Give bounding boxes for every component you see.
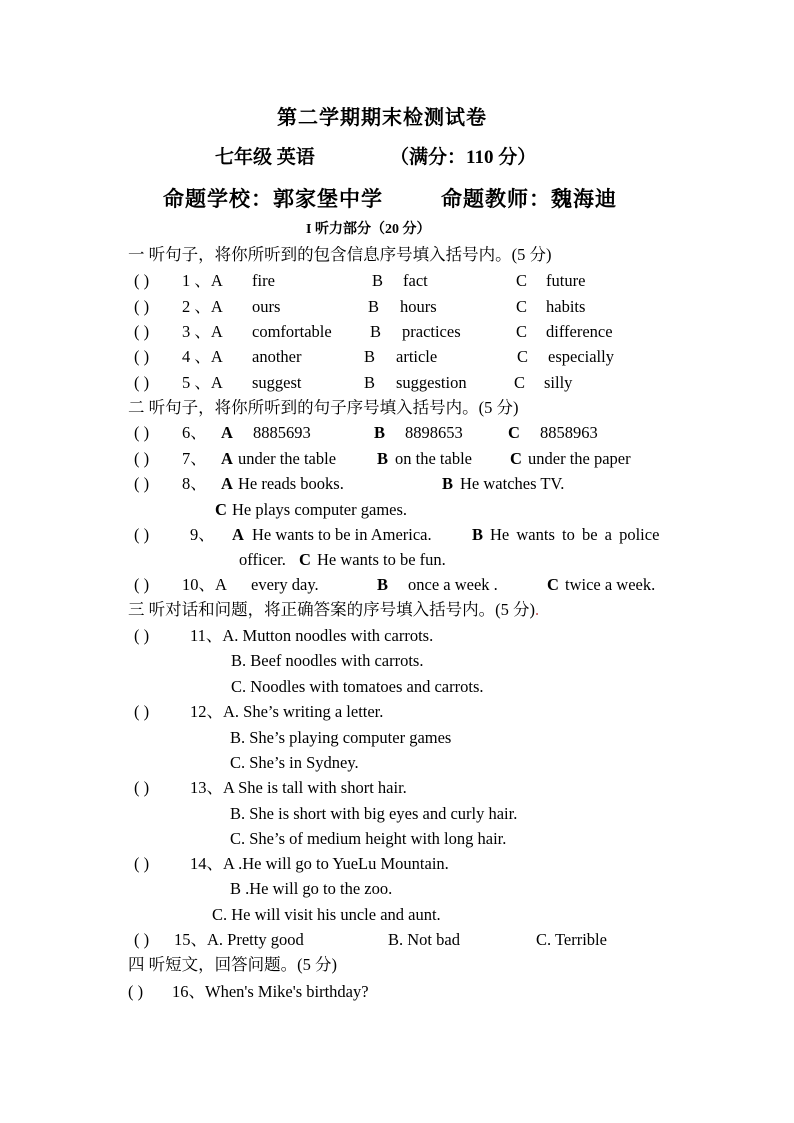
option-c-letter: C	[547, 575, 559, 594]
option-a-letter: A	[221, 423, 233, 442]
option-c-letter: C	[517, 347, 529, 366]
option-a-letter: A	[221, 474, 233, 493]
question-stem: 12、A. She’s writing a letter.	[190, 702, 384, 721]
answer-bracket[interactable]: ( )	[134, 474, 150, 493]
option-a-text: ours	[252, 297, 281, 316]
question-stem: 13、A She is tall with short hair.	[190, 778, 407, 797]
full-score: （满分：110 分）	[390, 147, 537, 168]
option-a-text: fire	[252, 271, 275, 290]
section-title-listening: I 听力部分（20 分）	[306, 222, 431, 237]
question-number: 8、	[182, 474, 207, 493]
option-b-letter: B	[368, 297, 380, 316]
option-b-letter: B	[374, 423, 386, 442]
option-c-text: silly	[544, 373, 573, 392]
option-b-letter: B	[442, 474, 454, 493]
question-stem: 14、A .He will go to YueLu Mountain.	[190, 854, 449, 873]
option-b-text: fact	[403, 271, 428, 290]
question-stem: 15、A. Pretty good	[174, 930, 304, 949]
answer-bracket[interactable]: ( )	[134, 423, 150, 442]
option-c-text: He plays computer games.	[232, 500, 408, 519]
question-stem: 16、When's Mike's birthday?	[172, 982, 369, 1001]
option-c: C. She’s in Sydney.	[230, 753, 359, 772]
question-number: 6、	[182, 423, 207, 442]
option-c: C. She’s of medium height with long hair.	[230, 829, 507, 848]
option-c-text: especially	[548, 347, 614, 366]
exam-title: 第二学期期末检测试卷	[277, 107, 487, 129]
option-b-letter: B	[377, 575, 389, 594]
question-number: 10、A	[182, 575, 227, 594]
option-b-text: He wants to be a police	[490, 525, 660, 544]
answer-bracket[interactable]: ( )	[134, 449, 150, 468]
option-b-letter: B	[364, 347, 376, 366]
option-a-text: every day.	[251, 575, 319, 594]
option-a-text: under the table	[238, 449, 337, 468]
option-b-text: 8898653	[405, 423, 463, 442]
option-c-letter: C	[516, 271, 528, 290]
option-c: C. He will visit his uncle and aunt.	[212, 905, 441, 924]
option-c-letter: C	[510, 449, 522, 468]
option-b: B. Not bad	[388, 930, 460, 949]
part3-heading-dot: .	[535, 600, 540, 619]
question-number: 3 、A	[182, 322, 223, 341]
option-b: B. She’s playing computer games	[230, 728, 452, 747]
option-b-text: suggestion	[396, 373, 467, 392]
answer-bracket[interactable]: ( )	[134, 322, 150, 341]
answer-bracket[interactable]: ( )	[134, 702, 150, 721]
option-b: B. Beef noodles with carrots.	[231, 651, 424, 670]
option-a-text: He reads books.	[238, 474, 344, 493]
question-stem: 11、A. Mutton noodles with carrots.	[190, 626, 434, 645]
option-c-text: difference	[546, 322, 613, 341]
answer-bracket[interactable]: ( )	[134, 373, 150, 392]
option-c-text: habits	[546, 297, 586, 316]
option-b: B .He will go to the zoo.	[230, 879, 393, 898]
option-a-text: comfortable	[252, 322, 332, 341]
option-b-text: on the table	[395, 449, 472, 468]
option-c-text: under the paper	[528, 449, 631, 468]
option-c-letter: C	[215, 500, 227, 519]
answer-bracket[interactable]: ( )	[128, 982, 144, 1001]
option-b-letter: B	[370, 322, 382, 341]
question-number: 1 、A	[182, 271, 223, 290]
answer-bracket[interactable]: ( )	[134, 271, 150, 290]
answer-bracket[interactable]: ( )	[134, 626, 150, 645]
option-b: B. She is short with big eyes and curly hair.	[230, 804, 518, 823]
option-c: C. Terrible	[536, 930, 607, 949]
grade-subject: 七年级 英语	[215, 147, 315, 168]
option-a-text: 8885693	[253, 423, 311, 442]
question-number: 5 、A	[182, 373, 223, 392]
answer-bracket[interactable]: ( )	[134, 575, 150, 594]
option-c-letter: C	[514, 373, 526, 392]
option-c-letter: C	[299, 550, 311, 569]
option-a-text: He wants to be in America.	[252, 525, 432, 544]
option-c-text: He wants to be fun.	[317, 550, 446, 569]
answer-bracket[interactable]: ( )	[134, 854, 150, 873]
answer-bracket[interactable]: ( )	[134, 297, 150, 316]
option-c-text: future	[546, 271, 586, 290]
option-c-text: twice a week.	[565, 575, 656, 594]
part3-heading-text: 三 听对话和问题，将正确答案的序号填入括号内。(5 分)	[128, 600, 535, 619]
answer-bracket[interactable]: ( )	[134, 347, 150, 366]
question-number: 2 、A	[182, 297, 223, 316]
option-a-text: another	[252, 347, 302, 366]
option-b-letter: B	[372, 271, 384, 290]
option-b-letter: B	[377, 449, 389, 468]
option-b-letter: B	[472, 525, 484, 544]
option-b-text: article	[396, 347, 438, 366]
option-b-text: once a week .	[408, 575, 498, 594]
question-number: 7、	[182, 449, 207, 468]
answer-bracket[interactable]: ( )	[134, 525, 150, 544]
option-a-letter: A	[221, 449, 233, 468]
option-b-text: He watches TV.	[460, 474, 565, 493]
part2-heading: 二 听句子，将你所听到的句子序号填入括号内。(5 分)	[128, 398, 519, 417]
option-b-letter: B	[364, 373, 376, 392]
option-c: C. Noodles with tomatoes and carrots.	[231, 677, 484, 696]
question-number: 4 、A	[182, 347, 223, 366]
answer-bracket[interactable]: ( )	[134, 930, 150, 949]
option-b-text: hours	[400, 297, 437, 316]
option-b-text-continued: officer.	[239, 550, 286, 569]
option-c-text: 8858963	[540, 423, 598, 442]
question-number: 9、	[190, 525, 215, 544]
option-b-text: practices	[402, 322, 461, 341]
option-a-text: suggest	[252, 373, 302, 392]
part3-heading	[128, 600, 539, 620]
option-c-letter: C	[516, 322, 528, 341]
school-name: 命题学校：郭家堡中学	[163, 187, 383, 211]
option-c-letter: C	[516, 297, 528, 316]
option-c-letter: C	[508, 423, 520, 442]
option-a-letter: A	[232, 525, 244, 544]
answer-bracket[interactable]: ( )	[134, 778, 150, 797]
part4-heading: 四 听短文，回答问题。(5 分)	[128, 955, 337, 974]
part1-heading: 一 听句子，将你所听到的包含信息序号填入括号内。(5 分)	[128, 245, 552, 264]
teacher-name: 命题教师：魏海迪	[441, 187, 617, 211]
